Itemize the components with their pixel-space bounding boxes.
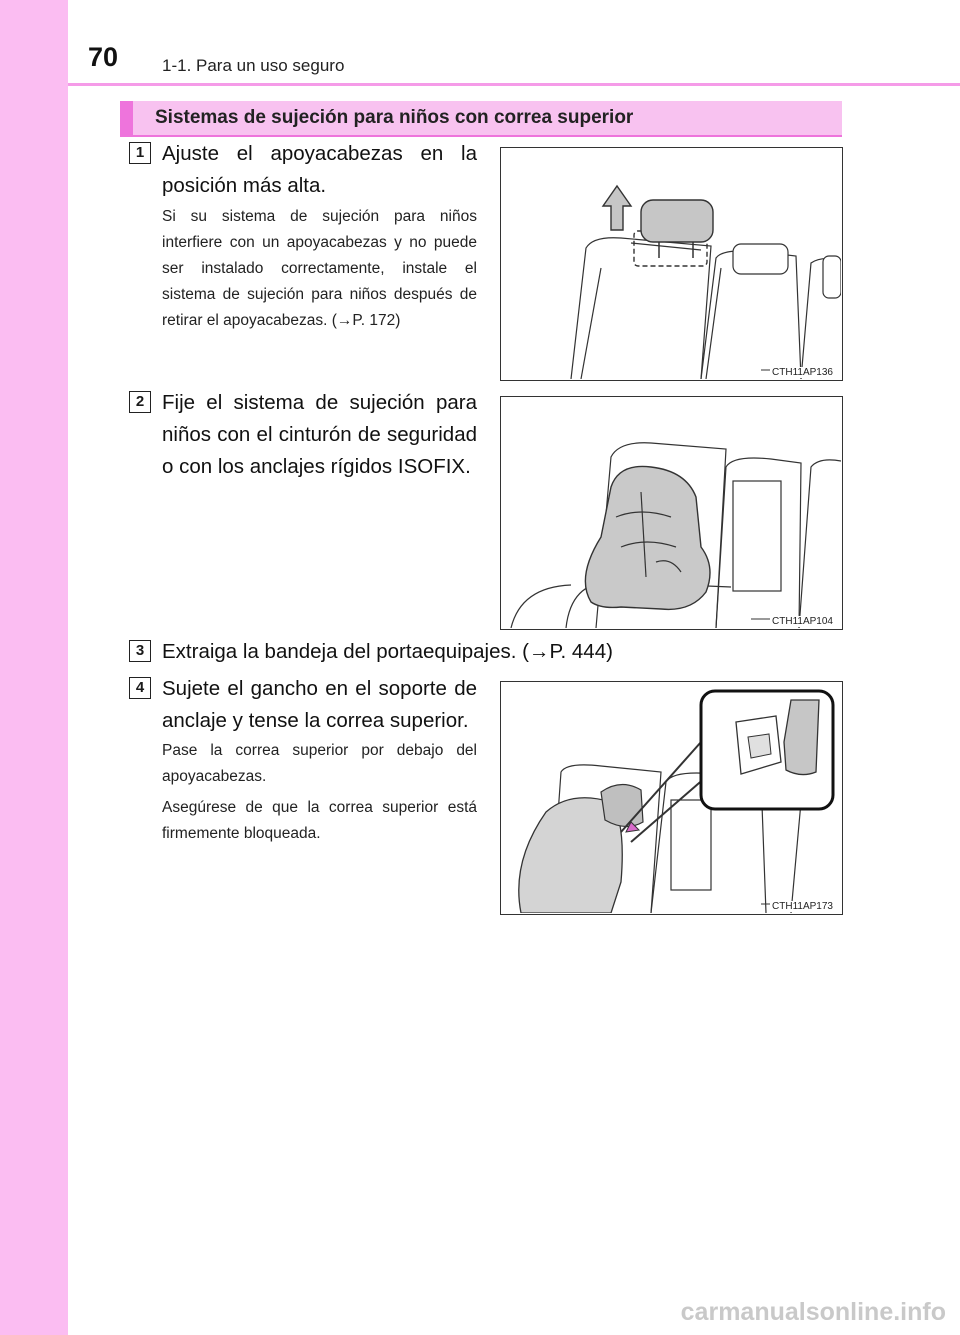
figure-tether-anchor — [500, 681, 843, 915]
headrest-illustration — [501, 148, 841, 379]
step-4-text: Sujete el gancho en el soporte de anclaje y tense la correa superior. — [162, 677, 477, 732]
step-4-note: Pase la correa superior por debajo del apoyacabezas. — [162, 742, 477, 785]
banner-title: Sistemas de sujeción para niños con correa superior — [155, 107, 634, 128]
figure-code: CTH11AP136 — [772, 367, 833, 378]
figure-code: CTH11AP104 — [772, 616, 833, 627]
step-1-note: Si su sistema de sujeción para niños interfiere con un apoyacabezas y no puede ser instalado correctamente, instale el sistema de sujeción para niños después de retirar el apoyacabezas. (→P. 172) — [162, 208, 477, 329]
section-title: 1-1. Para un uso seguro — [162, 56, 345, 75]
page-margin-band — [0, 0, 68, 1335]
header-rule — [68, 83, 960, 86]
child-seat-illustration — [501, 397, 841, 628]
step-4-note-2: Asegúrese de que la correa superior está firmemente bloqueada. — [162, 799, 477, 842]
step-1-number: 1 — [129, 142, 151, 164]
watermark-text: carmanualsonline.info — [680, 1298, 946, 1326]
banner-rule — [120, 135, 842, 137]
figure-headrest — [500, 147, 843, 381]
step-2-text: Fije el sistema de sujeción para niños con el cinturón de seguridad o con los anclajes rígidos ISOFIX. — [162, 391, 477, 478]
step-4-number: 4 — [129, 677, 151, 699]
page-number: 70 — [88, 42, 119, 72]
step-2-number: 2 — [129, 391, 151, 413]
figure-child-seat — [500, 396, 843, 630]
step-3-number: 3 — [129, 640, 151, 662]
figure-code: CTH11AP173 — [772, 901, 833, 912]
tether-anchor-illustration — [501, 682, 841, 913]
section-banner — [120, 101, 842, 135]
step-3-text: Extraiga la bandeja del portaequipajes. (→P. 444) — [162, 640, 613, 663]
step-1-text: Ajuste el apoyacabezas en la posición más alta. — [162, 142, 477, 197]
